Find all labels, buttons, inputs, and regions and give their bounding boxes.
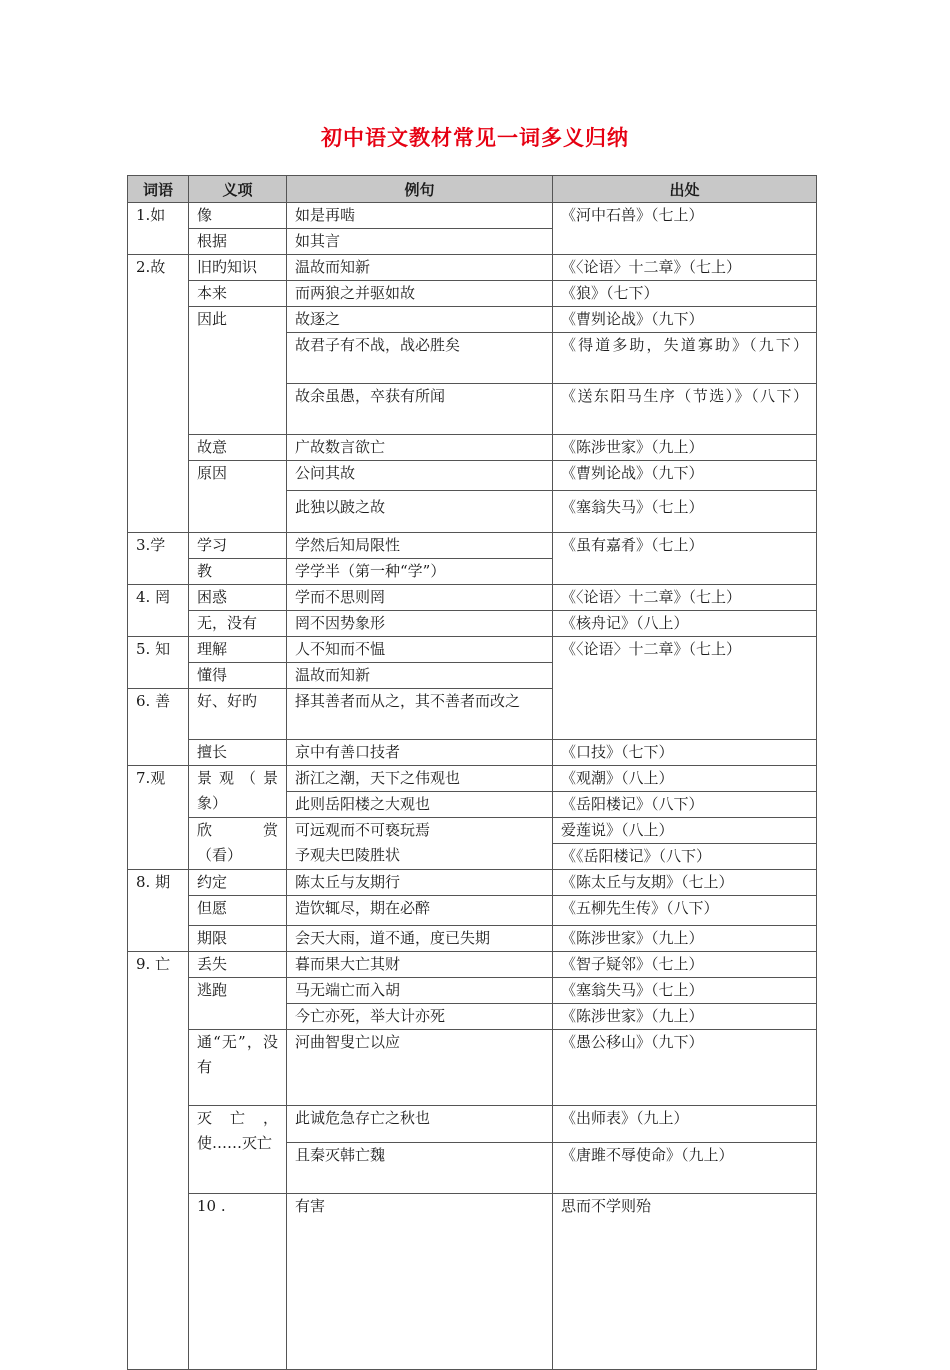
meaning-cell: 旧旳知识 [189,255,287,281]
table-row [128,203,817,229]
table-row [128,255,817,281]
table-row [128,461,817,491]
meaning-cell: 丢失 [189,952,287,978]
example-cell: 且秦灭韩亡魏 [287,1143,553,1194]
example-cell: 此则岳阳楼之大观也 [287,792,553,818]
source-cell: 《核舟记》（八上） [553,611,817,637]
word-cell: 6. 善 [128,689,189,766]
meaning-cell: 景观（景象） [189,766,287,818]
meaning-cell: 故意 [189,435,287,461]
word-cell: 7.观 [128,766,189,870]
source-cell: 《河中石兽》（七上） [553,203,817,255]
example-cell: 暮而果大亡其财 [287,952,553,978]
example-cell: 择其善者而从之，其不善者而改之 [287,689,553,740]
meaning-cell: 像 [189,203,287,229]
table-row [128,281,817,307]
source-cell: 《陈太丘与友期》（七上） [553,870,817,896]
example-cell [287,818,553,870]
example-line: 予观夫巴陵胜状 [295,846,401,864]
word-cell: 1.如 [128,203,189,255]
example-cell: 罔不因势象形 [287,611,553,637]
meaning-cell: 好、好旳 [189,689,287,740]
source-cell: 《狼》（七下） [553,281,817,307]
meaning-cell: 逃跑 [189,978,287,1030]
header-example: 例句 [287,176,553,203]
word-cell: 4. 罔 [128,585,189,637]
table-row [128,585,817,611]
header-source: 出处 [553,176,817,203]
meaning-cell: 因此 [189,307,287,435]
table-row [128,1106,817,1143]
source-cell: 《陈涉世家》（九上） [553,926,817,952]
source-cell: 《〈论语〉十二章》（七上） [553,255,817,281]
table-row [128,952,817,978]
example-cell: 学然后知局限性 [287,533,553,559]
meaning-cell: 无，没有 [189,611,287,637]
source-cell: 《唐雎不辱使命》（九上） [553,1143,817,1194]
example-cell: 如其言 [287,229,553,255]
meaning-cell: 通“无”，没有 [189,1030,287,1106]
meaning-cell: 约定 [189,870,287,896]
example-cell: 广故数言欲亡 [287,435,553,461]
table-row [128,818,817,844]
example-cell: 京中有善口技者 [287,740,553,766]
source-cell: 《《岳阳楼记》（八下） [553,844,817,870]
example-cell: 故余虽愚，卒获有所闻 [287,384,553,435]
example-cell: 会天大雨，道不通，度已失期 [287,926,553,952]
example-cell: 此独以跛之故 [287,491,553,533]
meaning-cell: 困惑 [189,585,287,611]
example-cell: 河曲智叟亡以应 [287,1030,553,1106]
source-cell: 《送东阳马生序（节选）》（八下） [553,384,817,435]
source-cell: 《出师表》（九上） [553,1106,817,1143]
meaning-cell: 原因 [189,461,287,533]
source-cell: 《曹刿论战》（九下） [553,307,817,333]
source-cell: 《陈涉世家》（九上） [553,435,817,461]
table-row [128,766,817,792]
word-cell: 5. 知 [128,637,189,689]
example-cell: 陈太丘与友期行 [287,870,553,896]
source-cell: 《口技》（七下） [553,740,817,766]
source-cell: 《得道多助，失道寡助》（九下） [553,333,817,384]
example-cell: 思而不学则殆 [553,1194,817,1370]
example-cell: 今亡亦死，举大计亦死 [287,1004,553,1030]
example-cell: 温故而知新 [287,255,553,281]
meaning-cell: 期限 [189,926,287,952]
source-cell: 《陈涉世家》（九上） [553,1004,817,1030]
table-row [128,307,817,333]
table-row [128,1030,817,1106]
header-meaning: 义项 [189,176,287,203]
source-cell: 《虽有嘉肴》（七上） [553,533,817,585]
source-cell: 爱莲说》（八上） [553,818,817,844]
meaning-cell: 擅长 [189,740,287,766]
example-cell: 如是再啮 [287,203,553,229]
meaning-cell: 本来 [189,281,287,307]
table-row [128,533,817,559]
source-cell: 《塞翁失马》（七上） [553,491,817,533]
example-cell: 公问其故 [287,461,553,491]
word-cell: 9. 亡 [128,952,189,1370]
example-cell: 浙江之潮，天下之伟观也 [287,766,553,792]
meaning-cell: 教 [189,559,287,585]
example-cell: 而两狼之并驱如故 [287,281,553,307]
source-cell: 《岳阳楼记》（八下） [553,792,817,818]
page-title: 初中语文教材常见一词多义归纳 [321,126,629,150]
polysemy-table [127,175,817,1370]
table-row [128,637,817,663]
table-row [128,1194,817,1370]
table-row [128,611,817,637]
table-row [128,435,817,461]
table-row [128,870,817,896]
source-cell: 《愚公移山》（九下） [553,1030,817,1106]
meaning-cell: 根据 [189,229,287,255]
meaning-cell: 灭亡，使……灭亡 [189,1106,287,1194]
meaning-cell: 懂得 [189,663,287,689]
meaning-cell: 学习 [189,533,287,559]
example-cell: 温故而知新 [287,663,553,689]
source-cell: 《五柳先生传》（八下） [553,896,817,926]
word-cell: 10 . [189,1194,287,1370]
word-cell: 8. 期 [128,870,189,952]
word-cell: 3.学 [128,533,189,585]
example-cell: 学学半（第一种“学”） [287,559,553,585]
table-row [128,926,817,952]
example-cell: 学而不思则罔 [287,585,553,611]
source-cell: 《〈论语〉十二章》（七上） [553,637,817,740]
table-row [128,740,817,766]
header-row [128,176,817,203]
example-cell: 此诚危急存亡之秋也 [287,1106,553,1143]
example-cell: 马无端亡而入胡 [287,978,553,1004]
word-cell: 2.故 [128,255,189,533]
source-cell: 《塞翁失马》（七上） [553,978,817,1004]
source-cell: 《智子疑邻》（七上） [553,952,817,978]
table-row [128,978,817,1004]
meaning-cell: 欣 赏（看） [189,818,287,870]
meaning-cell: 但愿 [189,896,287,926]
meaning-cell: 有害 [287,1194,553,1370]
example-cell: 人不知而不愠 [287,637,553,663]
example-cell: 故逐之 [287,307,553,333]
example-line: 可远观而不可亵玩焉 [295,821,431,839]
example-cell: 造饮辄尽，期在必醉 [287,896,553,926]
header-word: 词语 [128,176,189,203]
table-row [128,896,817,926]
source-cell: 《曹刿论战》（九下） [553,461,817,491]
source-cell: 《〈论语〉十二章》（七上） [553,585,817,611]
meaning-cell: 理解 [189,637,287,663]
example-cell: 故君子有不战，战必胜矣 [287,333,553,384]
source-cell: 《观潮》（八上） [553,766,817,792]
